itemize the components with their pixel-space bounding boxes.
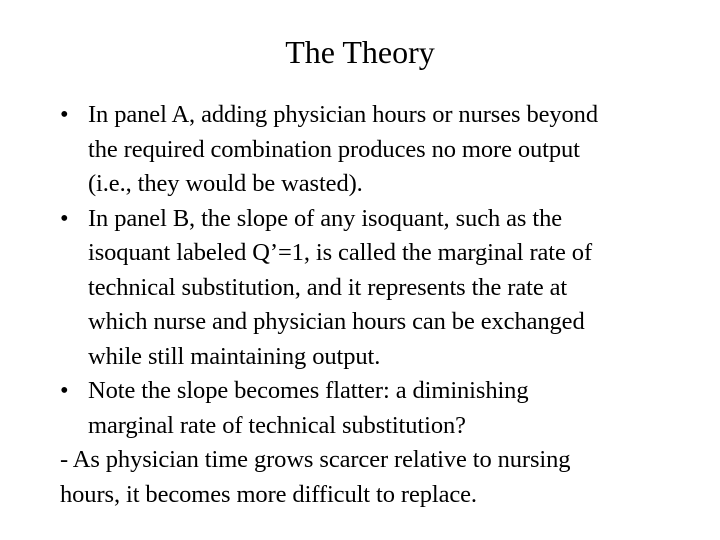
bullet-line: technical substitution, and it represents the rate at	[88, 273, 568, 301]
bullet-line: In panel A, adding physician hours or nurses beyond	[88, 101, 598, 128]
bullet-text	[88, 202, 698, 375]
bullet-line: isoquant labeled Q’=1, is called the marginal rate of	[88, 239, 593, 266]
bullet-marker: •	[60, 101, 69, 128]
bullet-line: marginal rate of technical substitution?	[88, 411, 466, 439]
bullet-line: which nurse and physician hours can be exchanged	[88, 308, 585, 335]
closing-line: hours, it becomes more difficult to replace.	[60, 480, 477, 508]
slide-title: The Theory	[285, 34, 435, 70]
closing-paragraph	[60, 443, 698, 512]
closing-line: - As physician time grows scarcer relative to nursing	[60, 446, 571, 473]
bullet-item-slope-note	[58, 374, 698, 443]
bullet-line: (i.e., they would be wasted).	[88, 170, 363, 197]
bullet-line: while still maintaining output.	[88, 342, 381, 370]
bullet-item-panel-a	[58, 98, 698, 202]
bullet-text	[88, 98, 698, 202]
bullet-marker: •	[60, 377, 69, 404]
bullet-text	[88, 374, 698, 443]
bullet-marker: •	[60, 204, 69, 232]
bullet-line: Note the slope becomes flatter: a diminishing	[88, 377, 529, 404]
slide-content	[58, 98, 698, 512]
bullet-item-panel-b	[58, 202, 698, 375]
bullet-line: the required combination produces no more output	[88, 135, 580, 163]
bullet-line: In panel B, the slope of any isoquant, such as the	[88, 204, 563, 232]
